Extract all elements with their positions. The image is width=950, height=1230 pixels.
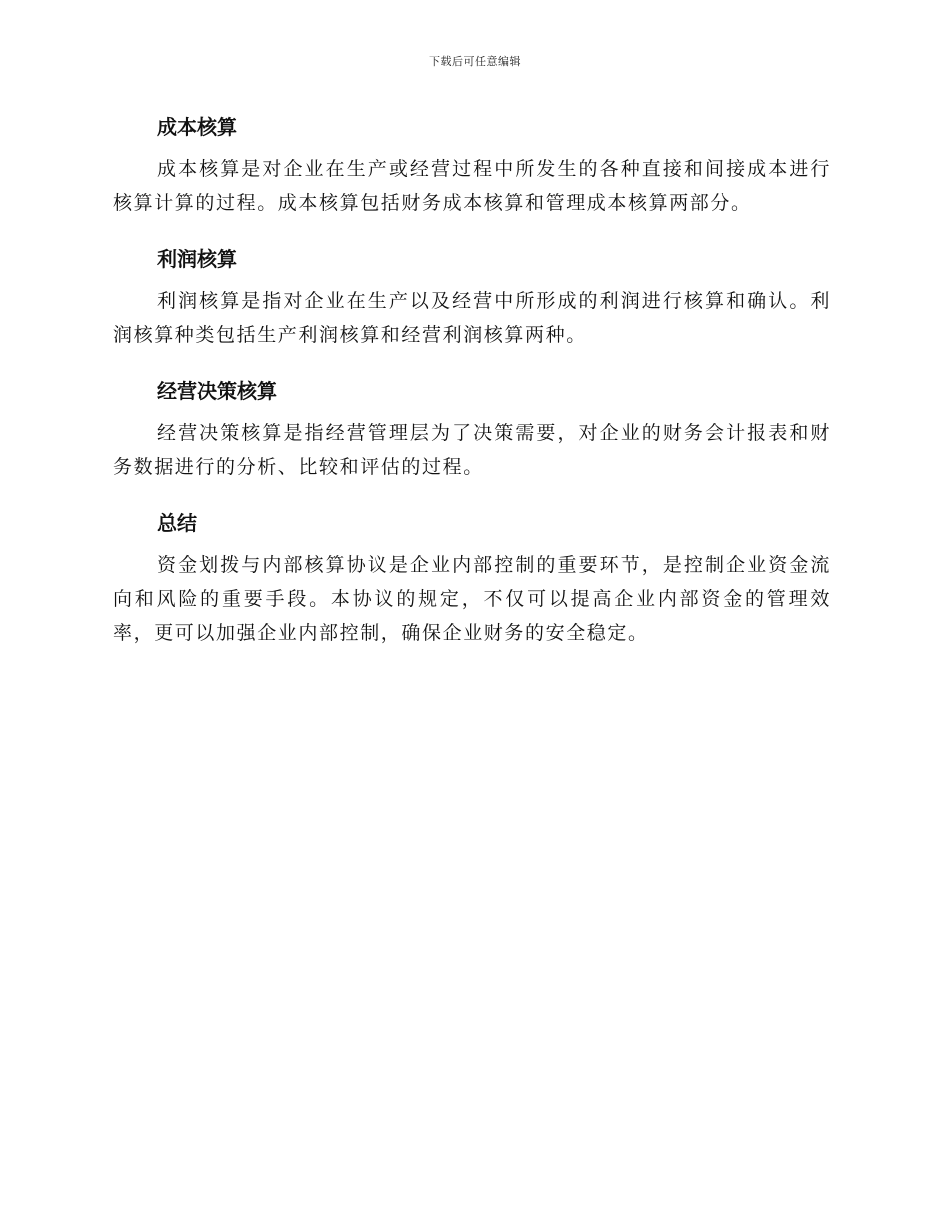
section-summary xyxy=(113,508,831,650)
section-cost-accounting xyxy=(113,112,831,220)
section-body: 经营决策核算是指经营管理层为了决策需要，对企业的财务会计报表和财务数据进行的分析、比较和评估的过程。 xyxy=(113,422,831,478)
section-profit-accounting xyxy=(113,244,831,352)
section-heading: 经营决策核算 xyxy=(157,379,277,403)
section-body: 利润核算是指对企业在生产以及经营中所形成的利润进行核算和确认。利润核算种类包括生产利润核算和经营利润核算两种。 xyxy=(113,290,831,346)
document-content xyxy=(113,112,831,650)
header-note: 下载后可任意编辑 xyxy=(429,55,521,68)
section-heading: 利润核算 xyxy=(157,247,237,271)
section-decision-accounting xyxy=(113,376,831,484)
section-body: 成本核算是对企业在生产或经营过程中所发生的各种直接和间接成本进行核算计算的过程。成本核算包括财务成本核算和管理成本核算两部分。 xyxy=(113,158,831,214)
section-heading: 成本核算 xyxy=(157,115,237,139)
section-body: 资金划拨与内部核算协议是企业内部控制的重要环节，是控制企业资金流向和风险的重要手段。本协议的规定，不仅可以提高企业内部资金的管理效率，更可以加强企业内部控制，确保企业财务的安全稳定。 xyxy=(113,554,831,644)
section-heading: 总结 xyxy=(157,511,197,535)
